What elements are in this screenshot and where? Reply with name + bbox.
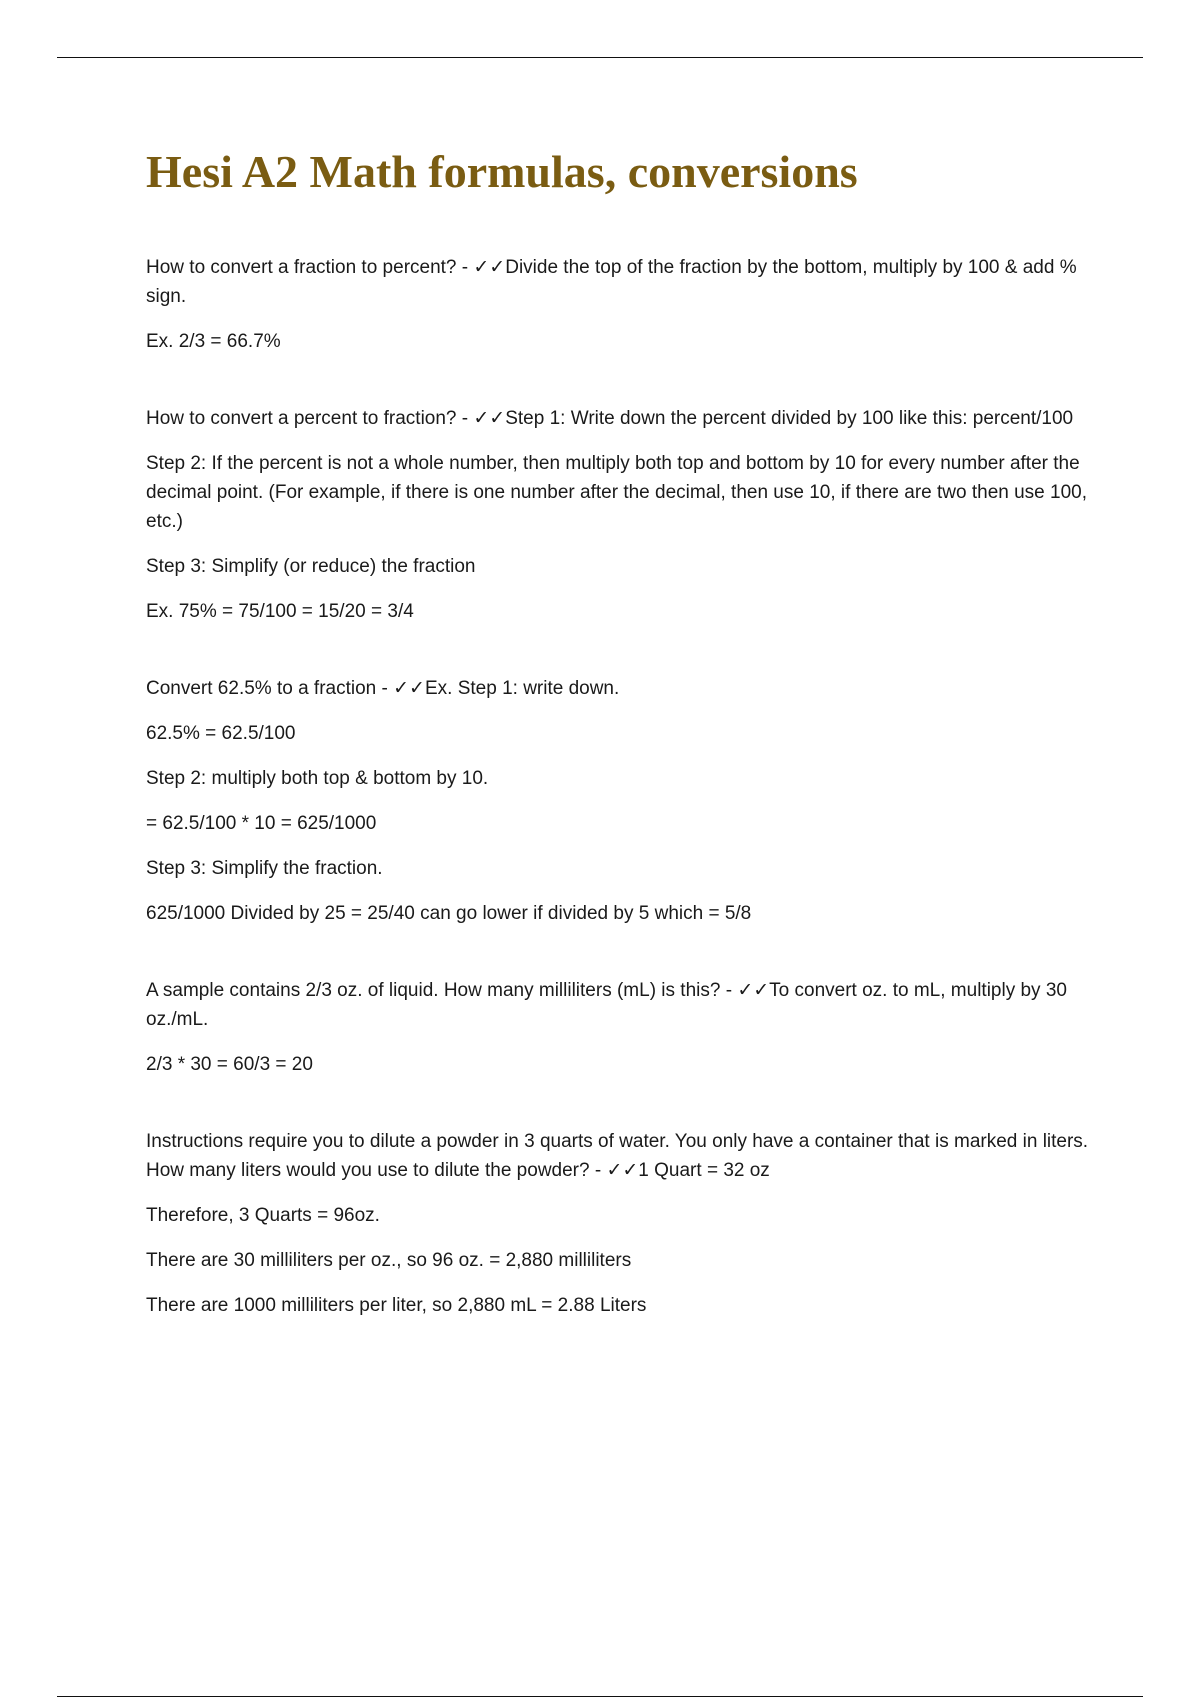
- question-line: [146, 404, 1096, 433]
- answer-text: Divide the top of the fraction by the bottom, multiply by 100 & add % sign.: [146, 257, 1077, 307]
- answer-line: = 62.5/100 * 10 = 625/1000: [146, 813, 377, 834]
- answer-text: Ex. Step 1: write down.: [424, 678, 620, 699]
- question-line: [146, 1127, 1096, 1185]
- answer-line: There are 30 milliliters per oz., so 96 oz. = 2,880 milliliters: [146, 1250, 632, 1271]
- qa-entry: [146, 674, 1096, 928]
- question-text: How to convert a percent to fraction? -: [146, 408, 474, 429]
- answer-line: 62.5% = 62.5/100: [146, 723, 296, 744]
- document-body: [146, 143, 1096, 1336]
- answer-line: Step 3: Simplify the fraction.: [146, 858, 383, 879]
- answer-line: Ex. 75% = 75/100 = 15/20 = 3/4: [146, 601, 414, 622]
- checkmark-icon: ✓✓: [606, 1160, 639, 1181]
- question-text: Instructions require you to dilute a powder in 3 quarts of water. You only have a container that is marked in liters. How many liters would you use to dilute the powder? -: [146, 1131, 1089, 1181]
- answer-line: Ex. 2/3 = 66.7%: [146, 331, 281, 352]
- checkmark-icon: ✓✓: [473, 408, 506, 429]
- answer-text: 1 Quart = 32 oz: [638, 1160, 770, 1181]
- answer-line: 625/1000 Divided by 25 = 25/40 can go lower if divided by 5 which = 5/8: [146, 903, 752, 924]
- question-text: A sample contains 2/3 oz. of liquid. How many milliliters (mL) is this? -: [146, 980, 738, 1001]
- qa-entry: [146, 253, 1096, 356]
- qa-entry: [146, 976, 1096, 1079]
- question-line: [146, 674, 1096, 703]
- question-text: How to convert a fraction to percent? -: [146, 257, 474, 278]
- qa-entry: [146, 404, 1096, 626]
- answer-line: Step 2: multiply both top & bottom by 10.: [146, 768, 489, 789]
- answer-line: There are 1000 milliliters per liter, so 2,880 mL = 2.88 Liters: [146, 1295, 647, 1316]
- question-line: [146, 253, 1096, 311]
- answer-text: Step 1: Write down the percent divided by 100 like this: percent/100: [505, 408, 1074, 429]
- checkmark-icon: ✓✓: [393, 678, 425, 699]
- question-text: Convert 62.5% to a fraction -: [146, 678, 394, 699]
- answer-text: To convert oz. to mL, multiply by 30 oz./mL.: [146, 980, 1067, 1030]
- checkmark-icon: ✓✓: [737, 980, 770, 1001]
- answer-line: Step 2: If the percent is not a whole number, then multiply both top and bottom by 10 for every number after the decimal point. (For example, if there is one number after the decimal, then use 10, if there are two then use 100, etc.): [146, 453, 1088, 532]
- top-rule: [57, 57, 1143, 58]
- bottom-rule: [57, 1696, 1143, 1697]
- document-title: Hesi A2 Math formulas, conversions: [146, 146, 858, 197]
- answer-line: Step 3: Simplify (or reduce) the fraction: [146, 556, 476, 577]
- checkmark-icon: ✓✓: [473, 257, 506, 278]
- qa-entry: [146, 1127, 1096, 1320]
- answer-line: 2/3 * 30 = 60/3 = 20: [146, 1054, 313, 1075]
- answer-line: Therefore, 3 Quarts = 96oz.: [146, 1205, 380, 1226]
- question-line: [146, 976, 1096, 1034]
